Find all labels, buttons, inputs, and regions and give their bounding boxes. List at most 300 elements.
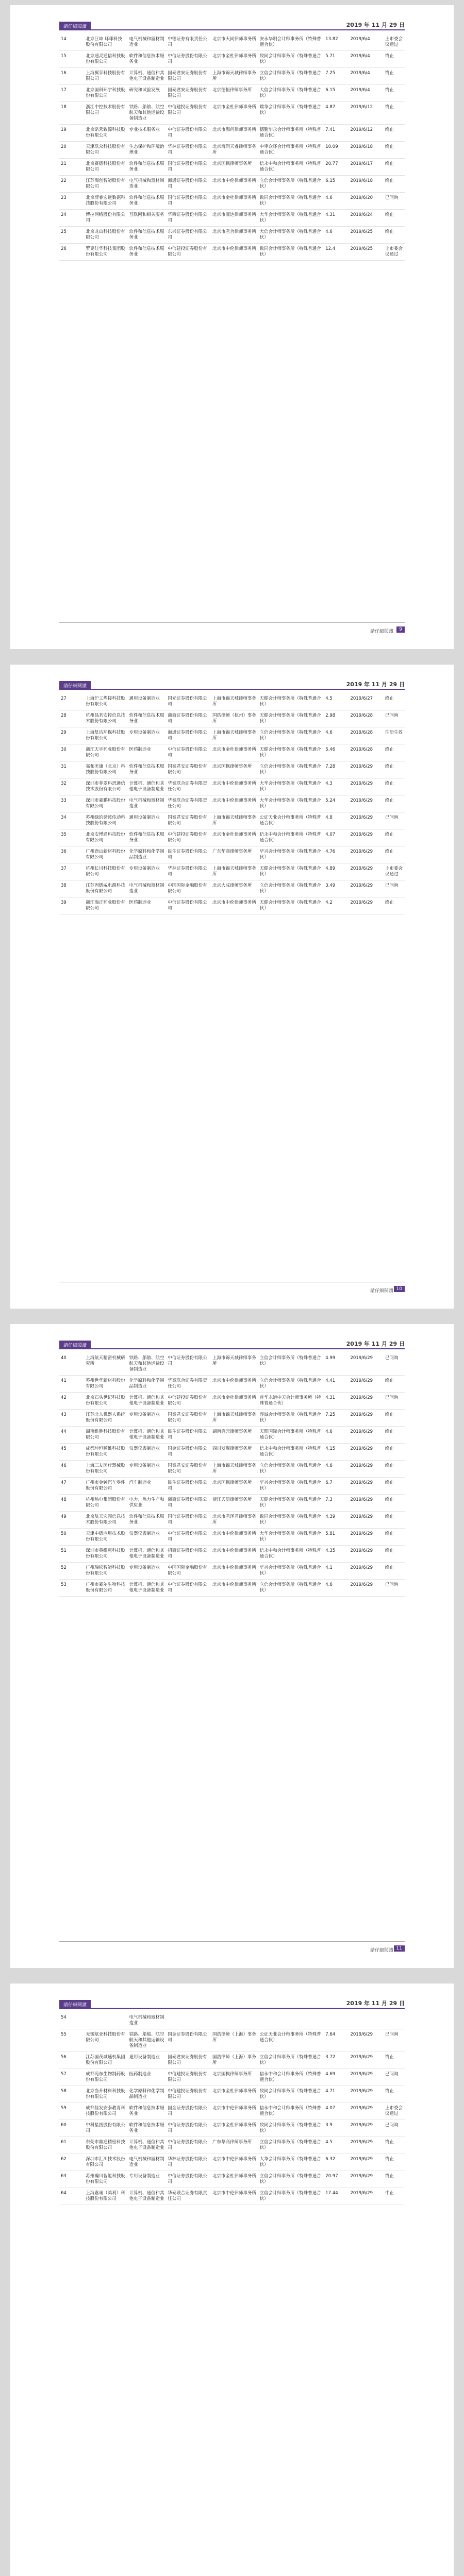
table-row bbox=[59, 51, 405, 68]
table-row bbox=[59, 1495, 405, 1512]
table-cell: 2019/6/29 bbox=[349, 1376, 383, 1393]
table-cell bbox=[258, 2012, 324, 2029]
table-cell: 4.99 bbox=[324, 1353, 349, 1376]
table-cell: 终止 bbox=[384, 2052, 405, 2069]
table-cell: 22 bbox=[59, 176, 84, 193]
table-cell: 终止 bbox=[384, 897, 405, 914]
table-cell: 38 bbox=[59, 880, 84, 897]
table-cell: 终止 bbox=[384, 176, 405, 193]
table-cell: 4.39 bbox=[324, 1512, 349, 1529]
table-cell: 中信建投证券股份有限公司 bbox=[166, 829, 211, 846]
table-cell: 苏州世华新材料股份有限公司 bbox=[84, 1376, 127, 1393]
table-cell: 安永华明会计师事务所（特殊普通合伙） bbox=[258, 34, 324, 51]
table-cell: 浙商证券股份有限公司 bbox=[166, 1495, 211, 1512]
table-row bbox=[59, 863, 405, 880]
table-cell: 软件和信息技术服务业 bbox=[128, 2120, 167, 2137]
table-cell: 公证天业会计师事务所（特殊普通合伙） bbox=[258, 2029, 324, 2052]
table-cell: 终止 bbox=[384, 2154, 405, 2171]
table-cell: 2.98 bbox=[324, 710, 349, 727]
table-row bbox=[59, 761, 405, 778]
table-cell: 立信会计师事务所（特殊普通合伙） bbox=[258, 68, 324, 85]
table-row bbox=[59, 829, 405, 846]
table-cell: 软件和信息技术服务业 bbox=[128, 761, 167, 778]
table-cell: 电气机械和器材制造业 bbox=[128, 176, 167, 193]
header-rule bbox=[59, 29, 405, 30]
table-cell: 计算机、通信和其他电子设备制造业 bbox=[128, 1427, 167, 1444]
table-cell: 52 bbox=[59, 1563, 84, 1580]
table-cell: 终止 bbox=[384, 1495, 405, 1512]
table-cell: 2019/6/24 bbox=[349, 210, 383, 227]
table-cell: 深圳市英维克科技股份有限公司 bbox=[84, 1546, 127, 1563]
table-cell: 广州市豪尔生物科技股份有限公司 bbox=[84, 1580, 127, 1597]
table-cell: 45 bbox=[59, 1444, 84, 1461]
table-row bbox=[59, 2086, 405, 2103]
table-cell: 2019/6/29 bbox=[349, 2103, 383, 2120]
page-header bbox=[59, 5, 405, 31]
table-row bbox=[59, 1461, 405, 1478]
table-cell: 北京国科环宇科技股份有限公司 bbox=[84, 85, 127, 102]
table-cell: 4.5 bbox=[324, 2137, 349, 2154]
table-cell: 62 bbox=[59, 2154, 84, 2171]
table-cell: 15 bbox=[59, 51, 84, 68]
table-cell: 立信会计师事务所（特殊普通合伙） bbox=[258, 2188, 324, 2205]
table-cell: 已问询 bbox=[384, 710, 405, 727]
table-cell: 中信证券股份有限公司 bbox=[166, 1353, 211, 1376]
table-cell: 软件和信息技术服务业 bbox=[128, 2103, 167, 2120]
page-number: 9 bbox=[396, 626, 405, 633]
table-cell: 20.77 bbox=[324, 159, 349, 176]
table-cell: 2019/6/29 bbox=[349, 1546, 383, 1563]
table-cell: 48 bbox=[59, 1495, 84, 1512]
table-cell: 25 bbox=[59, 227, 84, 244]
ipo-table bbox=[59, 693, 405, 914]
table-row bbox=[59, 2188, 405, 2205]
table-cell: 终止 bbox=[384, 142, 405, 159]
table-cell: 信永中和会计师事务所（特殊普通合伙） bbox=[258, 159, 324, 176]
table-row bbox=[59, 693, 405, 710]
table-cell: 计算机、通信和其他电子设备制造业 bbox=[128, 1393, 167, 1410]
table-cell: 国泰君安证券股份有限公司 bbox=[166, 85, 211, 102]
table-row bbox=[59, 2012, 405, 2029]
table-cell: 化学原料和化学制品制造业 bbox=[128, 2086, 167, 2103]
page-number: 11 bbox=[394, 1945, 405, 1952]
table-cell: 四川发现律师事务所 bbox=[211, 1444, 258, 1461]
table-cell: 电气机械和器材制造业 bbox=[128, 880, 167, 897]
table-cell: 20 bbox=[59, 142, 84, 159]
table-cell bbox=[349, 2012, 383, 2029]
table-cell: 天健会计师事务所（特殊普通合伙） bbox=[258, 710, 324, 727]
table-cell: 致同会计师事务所（特殊普通合伙） bbox=[258, 2086, 324, 2103]
table-cell: 江苏北人机器人系统股份有限公司 bbox=[84, 1410, 127, 1427]
table-cell: 北京市海问律师事务所 bbox=[211, 125, 258, 142]
table-cell: 华兴会计师事务所（特殊普通合伙） bbox=[258, 1563, 324, 1580]
table-row bbox=[59, 1546, 405, 1563]
table-row bbox=[59, 210, 405, 227]
table-cell: 28 bbox=[59, 710, 84, 727]
table-cell: 天健会计师事务所（特殊普通合伙） bbox=[258, 693, 324, 710]
table-cell: 6.7 bbox=[324, 1478, 349, 1495]
table-cell: 立信会计师事务所（特殊普通合伙） bbox=[258, 176, 324, 193]
table-cell: 4.3 bbox=[324, 778, 349, 795]
table-cell: 软件和信息技术服务业 bbox=[128, 51, 167, 68]
table-cell: 50 bbox=[59, 1529, 84, 1546]
table-cell: 华林证券股份有限公司 bbox=[166, 2154, 211, 2171]
table-cell: 立信会计师事务所（特殊普通合伙） bbox=[258, 1353, 324, 1376]
page-header bbox=[59, 1984, 405, 2009]
table-cell: 北京大成律师事务所 bbox=[211, 880, 258, 897]
table-cell: 35 bbox=[59, 829, 84, 846]
table-cell: 2019/6/4 bbox=[349, 51, 383, 68]
header-tag: 請仔細閱讀 bbox=[59, 1341, 91, 1349]
table-cell: 华泰联合证券有限责任公司 bbox=[166, 778, 211, 795]
table-cell: 电气机械和器材制造业 bbox=[128, 2154, 167, 2171]
table-cell: 61 bbox=[59, 2137, 84, 2154]
table-cell: 23 bbox=[59, 193, 84, 210]
table-cell: 2019/6/29 bbox=[349, 2171, 383, 2188]
table-cell: 57 bbox=[59, 2069, 84, 2086]
table-cell: 7.41 bbox=[324, 125, 349, 142]
table-cell: 东莞市鼎通精密科技股份有限公司 bbox=[84, 2137, 127, 2154]
table-cell: 上海市锦天城律师事务所 bbox=[211, 863, 258, 880]
table-row bbox=[59, 1563, 405, 1580]
table-cell: 汽车制造业 bbox=[128, 1478, 167, 1495]
table-cell: 海通证券股份有限公司 bbox=[166, 727, 211, 744]
table-cell: 专用设备制造业 bbox=[128, 1410, 167, 1427]
table-cell: 东兴证券股份有限公司 bbox=[166, 227, 211, 244]
table-cell: 中信证券股份有限公司 bbox=[166, 1580, 211, 1597]
table-cell: 2019/6/29 bbox=[349, 778, 383, 795]
table-cell: 国泰君安证券股份有限公司 bbox=[166, 68, 211, 85]
table-cell: 中信证券股份有限公司 bbox=[166, 744, 211, 761]
table-cell: 致同会计师事务所（特殊普通合伙） bbox=[258, 1512, 324, 1529]
table-row bbox=[59, 1478, 405, 1495]
table-cell bbox=[166, 2012, 211, 2029]
table-cell: 湖南维胜科技股份有限公司 bbox=[84, 1427, 127, 1444]
table-cell: 无锡航亚科技股份有限公司 bbox=[84, 2029, 127, 2052]
table-cell: 终止 bbox=[384, 1478, 405, 1495]
table-cell: 民生证券股份有限公司 bbox=[166, 1427, 211, 1444]
header-rule bbox=[59, 689, 405, 690]
table-row bbox=[59, 142, 405, 159]
table-cell: 华林证券股份有限公司 bbox=[166, 142, 211, 159]
table-cell: 4.87 bbox=[324, 102, 349, 125]
table-row bbox=[59, 2103, 405, 2120]
table-cell: 天健会计师事务所（特殊普通合伙） bbox=[258, 863, 324, 880]
ipo-table bbox=[59, 34, 405, 261]
table-cell: 2019/6/17 bbox=[349, 159, 383, 176]
table-cell: 成都苑东生物制药股份有限公司 bbox=[84, 2069, 127, 2086]
table-cell: 计算机、通信和其他电子设备制造业 bbox=[128, 778, 167, 795]
table-cell: 3.9 bbox=[324, 2120, 349, 2137]
table-cell: 已问询 bbox=[384, 812, 405, 829]
table-row bbox=[59, 227, 405, 244]
table-cell: 2019/6/18 bbox=[349, 142, 383, 159]
table-row bbox=[59, 1444, 405, 1461]
document-page bbox=[10, 5, 454, 649]
table-cell: 4.15 bbox=[324, 1444, 349, 1461]
table-cell: 计算机、通信和其他电子设备制造业 bbox=[128, 1580, 167, 1597]
table-cell: 2019/6/4 bbox=[349, 34, 383, 51]
table-cell: 终止 bbox=[384, 1546, 405, 1563]
table-cell: 软件和信息技术服务业 bbox=[128, 159, 167, 176]
table-cell: 北京市君合律师事务所 bbox=[211, 227, 258, 244]
table-cell: 铁路、船舶、航空航天和其他运输设备制造业 bbox=[128, 1353, 167, 1376]
table-cell: 国金证券股份有限公司 bbox=[166, 2029, 211, 2052]
table-cell: 32 bbox=[59, 778, 84, 795]
table-cell: 4.2 bbox=[324, 897, 349, 914]
table-cell: 通用设备制造业 bbox=[128, 693, 167, 710]
table-cell: 中信建投证券股份有限公司 bbox=[166, 2086, 211, 2103]
table-cell: 4.31 bbox=[324, 1393, 349, 1410]
table-cell: 29 bbox=[59, 727, 84, 744]
table-cell: 中信证券股份有限公司 bbox=[166, 897, 211, 914]
table-cell: 2019/6/28 bbox=[349, 744, 383, 761]
table-row bbox=[59, 68, 405, 85]
table-cell: 2019/6/29 bbox=[349, 863, 383, 880]
table-cell: 已问询 bbox=[384, 1353, 405, 1376]
table-cell: 2019/6/29 bbox=[349, 1580, 383, 1597]
table-cell: 化学原料和化学制品制造业 bbox=[128, 1376, 167, 1393]
table-cell: 4.6 bbox=[324, 727, 349, 744]
table-cell: 北京市中伦律师事务所 bbox=[211, 1376, 258, 1393]
table-cell: 天津中德应用技术股份有限公司 bbox=[84, 1529, 127, 1546]
table-row bbox=[59, 2052, 405, 2069]
table-row bbox=[59, 1580, 405, 1597]
table-cell: 18 bbox=[59, 102, 84, 125]
table-cell: 6.32 bbox=[324, 2154, 349, 2171]
table-cell: 北京市中伦律师事务所 bbox=[211, 1529, 258, 1546]
table-cell: 专用设备制造业 bbox=[128, 1461, 167, 1478]
table-cell: 43 bbox=[59, 1410, 84, 1427]
table-cell: 2019/6/29 bbox=[349, 1461, 383, 1478]
table-cell: 上海市锦天城律师事务所 bbox=[211, 1410, 258, 1427]
table-cell: 4.6 bbox=[324, 227, 349, 244]
table-cell: 广东华商律师事务所 bbox=[211, 846, 258, 863]
table-cell: 上海沪工焊接科技股份有限公司 bbox=[84, 693, 127, 710]
footer-rule bbox=[59, 1941, 405, 1942]
table-cell: 2019/6/29 bbox=[349, 1495, 383, 1512]
table-row bbox=[59, 1529, 405, 1546]
table-cell: 33 bbox=[59, 795, 84, 812]
table-row bbox=[59, 1376, 405, 1393]
table-cell: 7.25 bbox=[324, 68, 349, 85]
table-cell: 民生证券股份有限公司 bbox=[166, 1478, 211, 1495]
table-cell: 大华会计师事务所（特殊普通合伙） bbox=[258, 795, 324, 812]
table-row bbox=[59, 1427, 405, 1444]
table-cell: 立信会计师事务所（特殊普通合伙） bbox=[258, 2137, 324, 2154]
table-cell: 12.4 bbox=[324, 244, 349, 261]
table-cell: 北京诺禾致源科技股份有限公司 bbox=[84, 125, 127, 142]
footer-rule bbox=[59, 622, 405, 623]
table-cell bbox=[211, 2012, 258, 2029]
table-cell: 大华会计师事务所（特殊普通合伙） bbox=[258, 778, 324, 795]
table-cell: 浙江中控技术股份有限公司 bbox=[84, 102, 127, 125]
table-cell: 北京市金杜律师事务所 bbox=[211, 744, 258, 761]
table-cell: 2019/6/29 bbox=[349, 1512, 383, 1529]
table-cell: 嘉和美康（北京）科技股份有限公司 bbox=[84, 761, 127, 778]
table-cell: 生态保护和环境治理业 bbox=[128, 142, 167, 159]
table-cell: 4.89 bbox=[324, 863, 349, 880]
table-cell: 60 bbox=[59, 2120, 84, 2137]
table-row bbox=[59, 2069, 405, 2086]
header-tag: 請仔細閱讀 bbox=[59, 22, 91, 30]
table-cell: 国信证券股份有限公司 bbox=[166, 159, 211, 176]
table-cell: 53 bbox=[59, 1580, 84, 1597]
table-cell: 已问询 bbox=[384, 1393, 405, 1410]
table-cell: 2019/6/29 bbox=[349, 1563, 383, 1580]
document-page bbox=[10, 1984, 454, 2576]
table-cell: 专用设备制造业 bbox=[128, 2171, 167, 2188]
table-cell: 终止 bbox=[384, 744, 405, 761]
table-cell: 终止 bbox=[384, 210, 405, 227]
table-cell: 成都坤恒顺维科技股份有限公司 bbox=[84, 1444, 127, 1461]
table-cell: 终止 bbox=[384, 778, 405, 795]
table-cell: 2019/6/25 bbox=[349, 227, 383, 244]
table-cell: 中信证券股份有限公司 bbox=[166, 51, 211, 68]
table-row bbox=[59, 2154, 405, 2171]
table-cell: 信永中和会计师事务所（特殊普通合伙） bbox=[258, 1546, 324, 1563]
table-cell: 4.69 bbox=[324, 2069, 349, 2086]
table-cell: 2019/6/29 bbox=[349, 812, 383, 829]
table-cell: 天职国际会计师事务所（特殊普通合伙） bbox=[258, 1427, 324, 1444]
table-cell: 浙江天册律师事务所 bbox=[211, 1495, 258, 1512]
table-cell: 14 bbox=[59, 34, 84, 51]
table-cell: 北京市金杜律师事务所 bbox=[211, 2120, 258, 2137]
table-cell: 专业技术服务业 bbox=[128, 125, 167, 142]
table-cell: 6.15 bbox=[324, 176, 349, 193]
table-cell: 电气机械和器材制造业 bbox=[128, 2012, 167, 2029]
table-cell: 国浩律师（上海）事务所 bbox=[211, 2052, 258, 2069]
table-cell: 2019/6/29 bbox=[349, 1427, 383, 1444]
table-cell: 7.3 bbox=[324, 1495, 349, 1512]
table-cell: 北京赛德科技股份有限公司 bbox=[84, 159, 127, 176]
table-cell: 2019/6/29 bbox=[349, 795, 383, 812]
table-cell: 2019/6/29 bbox=[349, 2069, 383, 2086]
table-cell: 中科星图股份有限公司 bbox=[84, 2120, 127, 2137]
table-cell: 立信会计师事务所（特殊普通合伙） bbox=[258, 1461, 324, 1478]
table-cell: 上海市锦天城律师事务所 bbox=[211, 693, 258, 710]
table-cell: 国泰君安证券股份有限公司 bbox=[166, 1410, 211, 1427]
table-cell: 2019/6/29 bbox=[349, 2029, 383, 2052]
table-row bbox=[59, 2137, 405, 2154]
table-cell: 立信会计师事务所（特殊普通合伙） bbox=[258, 1580, 324, 1597]
table-cell: 已问询 bbox=[384, 193, 405, 210]
table-cell: 大华会计师事务所（特殊普通合伙） bbox=[258, 1529, 324, 1546]
table-row bbox=[59, 176, 405, 193]
table-cell: 海通证券股份有限公司 bbox=[166, 176, 211, 193]
table-cell: 铁路、船舶、航空航天和其他运输设备制造业 bbox=[128, 2029, 167, 2052]
table-cell: 上市委会议通过 bbox=[384, 244, 405, 261]
table-cell: 4.07 bbox=[324, 829, 349, 846]
table-cell: 终止 bbox=[384, 102, 405, 125]
table-cell: 2019/6/29 bbox=[349, 2137, 383, 2154]
footer-label: 請仔細閱讀 bbox=[370, 1948, 393, 1953]
table-cell: 江苏国茂减速机集团股份有限公司 bbox=[84, 2052, 127, 2069]
table-cell: 仪器仪表制造业 bbox=[128, 1529, 167, 1546]
table-cell: 华西证券股份有限公司 bbox=[166, 210, 211, 227]
table-cell: 浙江海正药业股份有限公司 bbox=[84, 897, 127, 914]
table-row bbox=[59, 897, 405, 914]
header-rule bbox=[59, 2008, 405, 2009]
table-cell: 上海市锦天城律师事务所 bbox=[211, 812, 258, 829]
table-cell: 国泰君安证券股份有限公司 bbox=[166, 761, 211, 778]
table-cell: 北京市金杜律师事务所 bbox=[211, 1393, 258, 1410]
table-cell: 北京市金杜律师事务所 bbox=[211, 51, 258, 68]
table-cell: 4.6 bbox=[324, 1580, 349, 1597]
table-cell: 北京市中伦律师事务所 bbox=[211, 2188, 258, 2205]
table-cell: 2019/6/25 bbox=[349, 244, 383, 261]
table-row bbox=[59, 1393, 405, 1410]
table-cell: 软件和信息技术服务业 bbox=[128, 710, 167, 727]
table-cell: 国信证券股份有限公司 bbox=[166, 1512, 211, 1529]
table-cell: 北京市天同律师事务所 bbox=[211, 34, 258, 51]
table-cell: 电力、热力生产和供应业 bbox=[128, 1495, 167, 1512]
table-cell: 2019/6/29 bbox=[349, 897, 383, 914]
table-cell: 2019/6/29 bbox=[349, 1410, 383, 1427]
table-cell: 互联网和相关服务 bbox=[128, 210, 167, 227]
table-cell: 计算机、通信和其他电子设备制造业 bbox=[128, 2137, 167, 2154]
table-cell: 北京市金杜律师事务所 bbox=[211, 2086, 258, 2103]
table-cell: 大华会计师事务所（特殊普通合伙） bbox=[258, 2154, 324, 2171]
table-cell: 计算机、通信和其他电子设备制造业 bbox=[128, 68, 167, 85]
table-cell bbox=[324, 2012, 349, 2029]
table-row bbox=[59, 125, 405, 142]
table-cell: 36 bbox=[59, 846, 84, 863]
table-cell: 北京安博通科技股份有限公司 bbox=[84, 829, 127, 846]
table-cell: 国金证券股份有限公司 bbox=[166, 2103, 211, 2120]
table-cell: 2019/6/12 bbox=[349, 102, 383, 125]
table-cell: 51 bbox=[59, 1546, 84, 1563]
table-cell: 广州市金钟汽车零件股份有限公司 bbox=[84, 1478, 127, 1495]
table-cell: 北京通灵通信科技股份有限公司 bbox=[84, 51, 127, 68]
table-cell: 计算机、通信和其他电子设备制造业 bbox=[128, 2188, 167, 2205]
table-cell: 瑞华会计师事务所（特殊普通合伙） bbox=[258, 102, 324, 125]
table-cell: 软件和信息技术服务业 bbox=[128, 193, 167, 210]
table-cell: 浙商证券股份有限公司 bbox=[166, 710, 211, 727]
table-cell: 2019/6/4 bbox=[349, 68, 383, 85]
table-cell: 北京市金杜律师事务所 bbox=[211, 2171, 258, 2188]
table-cell: 30 bbox=[59, 744, 84, 761]
table-row bbox=[59, 1512, 405, 1529]
table-cell: 已问询 bbox=[384, 2029, 405, 2052]
table-cell: 普华永道中天会计师事务所（特殊普通合伙） bbox=[258, 1393, 324, 1410]
table-cell: 3.49 bbox=[324, 880, 349, 897]
table-cell: 58 bbox=[59, 2086, 84, 2103]
table-cell: 2019/6/29 bbox=[349, 1444, 383, 1461]
table-cell: 立信会计师事务所（特殊普通合伙） bbox=[258, 2171, 324, 2188]
table-cell: 17 bbox=[59, 85, 84, 102]
table-cell: 终止 bbox=[384, 85, 405, 102]
table-cell: 北京市君泽君律师事务所 bbox=[211, 1512, 258, 1529]
table-cell: 北京国枫律师事务所 bbox=[211, 2069, 258, 2086]
table-cell: 立信会计师事务所（特殊普通合伙） bbox=[258, 880, 324, 897]
table-cell: 上市委会议通过 bbox=[384, 34, 405, 51]
table-cell: 华泰联合证券有限责任公司 bbox=[166, 1376, 211, 1393]
table-cell: 2019/6/29 bbox=[349, 2154, 383, 2171]
table-cell: 2019/6/29 bbox=[349, 1478, 383, 1495]
table-cell: 软件和信息技术服务业 bbox=[128, 829, 167, 846]
table-cell: 计算机、通信和其他电子设备制造业 bbox=[128, 1546, 167, 1563]
table-cell: 成都佳发安泰教育科技股份有限公司 bbox=[84, 2103, 127, 2120]
table-cell: 已问询 bbox=[384, 2120, 405, 2137]
table-cell: 国泰君安证券股份有限公司 bbox=[166, 2052, 211, 2069]
page-header bbox=[59, 1324, 405, 1350]
table-cell: 上海嘉诚（鸿利）科技股份有限公司 bbox=[84, 2188, 127, 2205]
table-cell: 博拉网络股份有限公司 bbox=[84, 210, 127, 227]
table-cell: 终止 bbox=[384, 1529, 405, 1546]
table-cell: 上海市锦天城律师事务所 bbox=[211, 1461, 258, 1478]
table-cell: 中德证券有限责任公司 bbox=[166, 34, 211, 51]
